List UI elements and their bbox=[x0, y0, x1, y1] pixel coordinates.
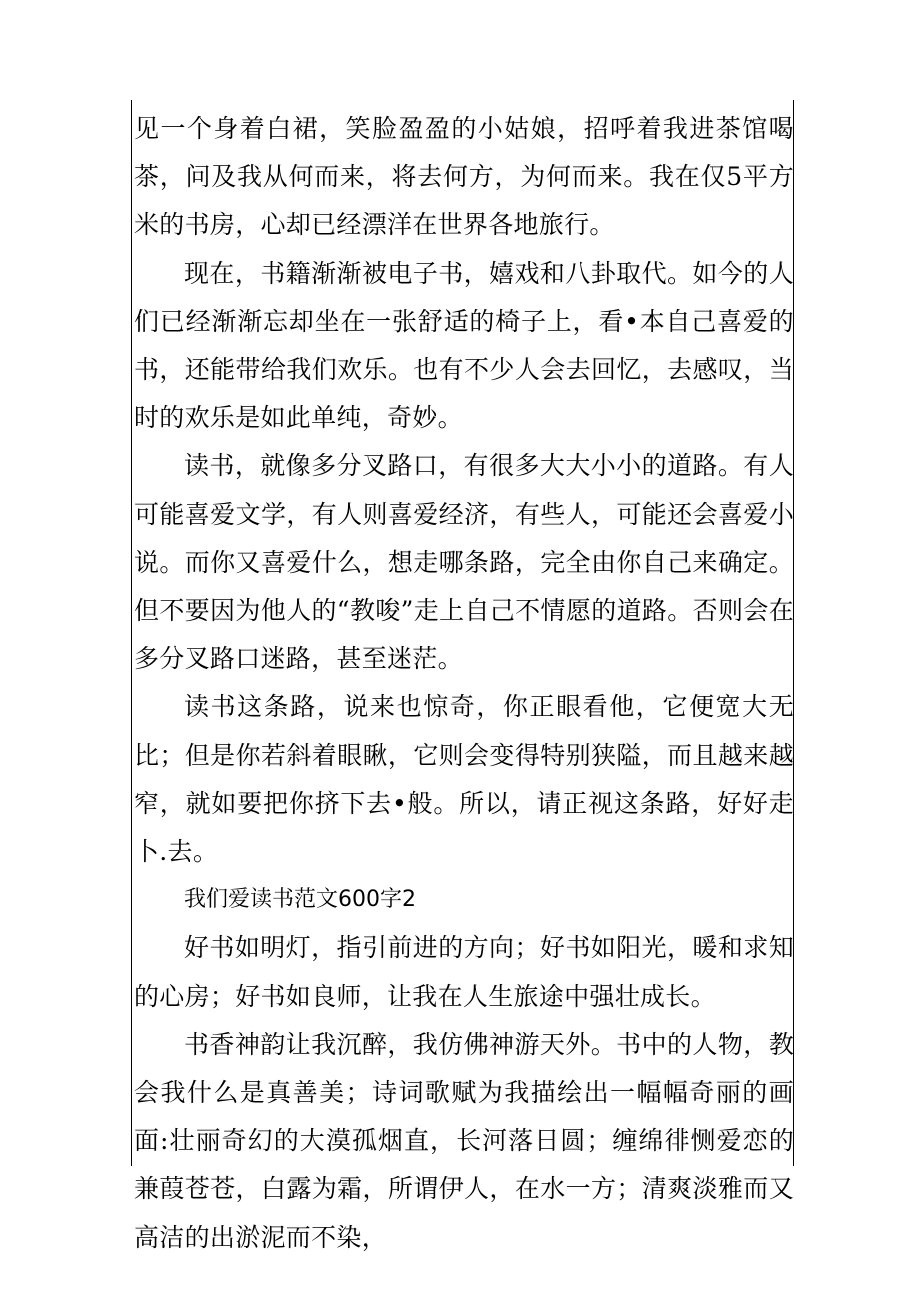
paragraph-good-books: 好书如明灯，指引前进的方向；好书如阳光，暖和求知的心房；好书如良师，让我在人生旅途中强壮成长。 bbox=[134, 933, 794, 1011]
section-heading: 我们爱读书范文600字2 bbox=[184, 887, 416, 913]
paragraph-continued: 见一个身着白裙，笑脸盈盈的小姑娘，招呼着我进茶馆喝茶，问及我从何而来，将去何方，为何而来。我在仅5平方米的书房，心却已经漂洋在世界各地旅行。 bbox=[134, 114, 794, 240]
paragraph-ebooks: 现在，书籍渐渐被电子书，嬉戏和八卦取代。如今的人们已经渐渐忘却坐在一张舒适的椅子上，看•本自己喜爱的书，还能带给我们欢乐。也有不少人会去回忆，去感叹，当时的欢乐是如此单纯，奇妙。 bbox=[134, 258, 794, 433]
paragraph-book-fragrance: 书香神韵让我沉醉，我仿佛神游天外。书中的人物，教会我什么是真善美；诗词歌赋为我描绘出一幅幅奇丽的画面:壮丽奇幻的大漠孤烟直，长河落日圆；缠绵徘恻爱恋的兼葭苍苍，白露为霜，所谓伊人，在水一方；清爽淡雅而又高洁的出淤泥而不染， bbox=[134, 1029, 794, 1252]
left-margin-rule bbox=[131, 100, 132, 1166]
paragraph-reading-road: 读书这条路，说来也惊奇，你正眼看他，它便宽大无比；但是你若斜着眼瞅，它则会变得特别狭隘，而且越来越窄，就如要把你挤下去•般。所以，请正视这条路，好好走卜.去。 bbox=[134, 692, 794, 867]
document-body bbox=[134, 105, 794, 1262]
paragraph-crossroads: 读书，就像多分叉路口，有很多大大小小的道路。有人可能喜爱文学，有人则喜爱经济，有些人，可能还会喜爱小说。而你又喜爱什么，想走哪条路，完全由你自己来确定。但不要因为他人的“教唆”走上自己不情愿的道路。否则会在多分叉路口迷路，甚至迷茫。 bbox=[134, 451, 794, 674]
